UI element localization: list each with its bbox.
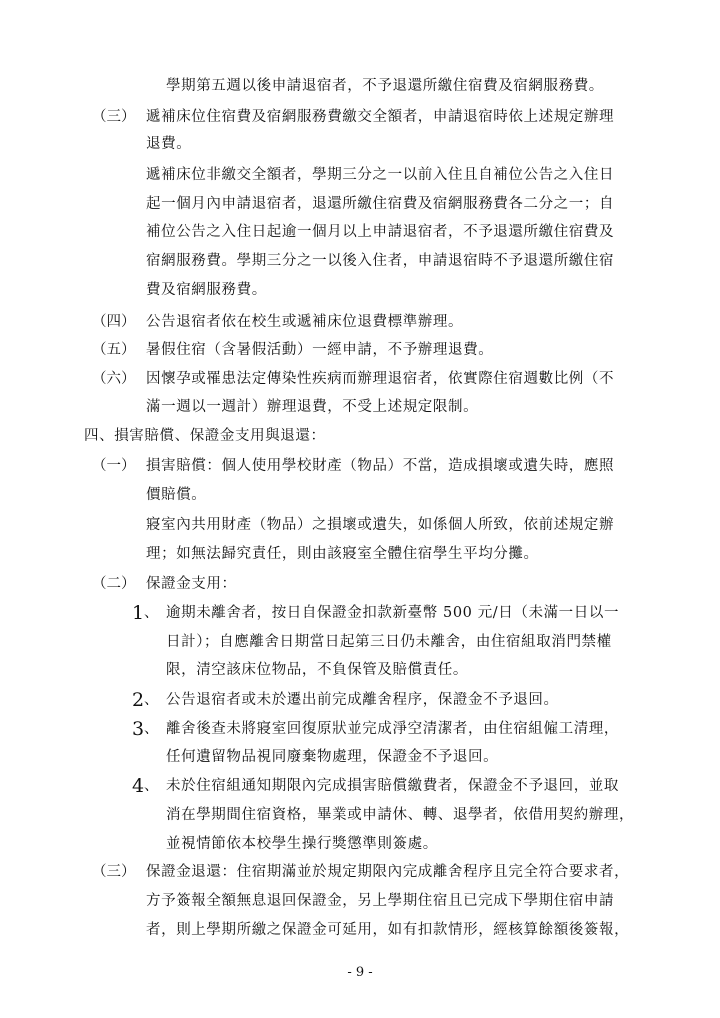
text-line: 理；如無法歸究責任，則由該寢室全體住宿學生平均分攤。 [146, 546, 539, 562]
item-marker: （四） [92, 314, 136, 330]
text-line: 未於住宿組通知期限內完成損害賠償繳費者，保證金不予退回，並取 [166, 778, 619, 794]
list-number: 1 [132, 602, 145, 624]
text-line: 補位公告之入住日起逾一個月以上申請退宿者，不予退還所繳住宿費及 [146, 224, 615, 240]
list-separator: 、 [144, 692, 159, 708]
item-marker: （五） [92, 342, 136, 358]
text-line: 遞補床位住宿費及宿網服務費繳交全額者，申請退宿時依上述規定辦理 [146, 109, 615, 125]
text-line: 方予簽報全額無息退回保證金，另上學期住宿且已完成下學期住宿申請 [146, 893, 615, 909]
text-line: 保證金支用： [146, 576, 237, 592]
text-line: 損害賠償：個人使用學校財產（物品）不當，造成損壞或遺失時，應照 [146, 458, 615, 474]
item-marker: （一） [92, 458, 136, 474]
text-line: 宿網服務費。學期三分之一以後入住者，申請退宿時不予退還所繳住宿 [146, 253, 615, 269]
text-line: 限，清空該床位物品，不負保管及賠償責任。 [166, 662, 468, 678]
text-line: 費及宿網服務費。 [146, 282, 267, 298]
text-line: 退費。 [146, 136, 192, 152]
page-number: - 9 - [347, 965, 373, 980]
text-line: 者，則上學期所繳之保證金可延用，如有扣款情形，經核算餘額後簽報， [146, 922, 630, 938]
text-line: 離舍後查未將寢室回復原狀並完成淨空清潔者，由住宿組僱工清理， [166, 721, 619, 737]
item-marker: （二） [92, 576, 136, 592]
list-separator: 、 [144, 605, 159, 621]
text-line: 起一個月內申請退宿者，退還所繳住宿費及宿網服務費各二分之一；自 [146, 196, 615, 212]
text-line: 並視情節依本校學生操行獎懲準則簽處。 [166, 836, 438, 852]
text-line: 公告退宿者或未於遷出前完成離舍程序，保證金不予退回。 [166, 692, 559, 708]
text-line: 消在學期間住宿資格，畢業或申請休、轉、退學者，依借用契約辦理， [166, 807, 635, 823]
list-number: 2 [132, 689, 145, 711]
list-number: 4 [132, 775, 145, 797]
text-line: 價賠償。 [146, 487, 207, 503]
text-line: 逾期未離舍者，按日自保證金扣款新臺幣 500 元/日（未滿一日以一 [166, 605, 620, 621]
text-line: 遞補床位非繳交全額者，學期三分之一以前入住且自補位公告之入住日 [146, 167, 615, 183]
text-line: 保證金退還：住宿期滿並於規定期限內完成離舍程序且完全符合要求者， [146, 864, 630, 880]
item-marker: （三） [92, 109, 136, 125]
text-line: 暑假住宿（含暑假活動）一經申請，不予辦理退費。 [146, 342, 494, 358]
text-line: 寢室內共用財產（物品）之損壞或遺失，如係個人所致，依前述規定辦 [146, 517, 615, 533]
list-number: 3 [132, 718, 145, 740]
text-line: 公告退宿者依在校生或遞補床位退費標準辦理。 [146, 314, 464, 330]
text-line: 滿一週以一週計）辦理退費，不受上述規定限制。 [146, 399, 479, 415]
text-line: 因懷孕或罹患法定傳染性疾病而辦理退宿者，依實際住宿週數比例（不 [146, 371, 615, 387]
list-separator: 、 [144, 721, 159, 737]
item-marker: （三） [92, 864, 136, 880]
text-line: 日計）；自應離舍日期當日起第三日仍未離舍，由住宿組取消門禁權 [166, 634, 612, 650]
list-separator: 、 [144, 778, 159, 794]
item-marker: （六） [92, 371, 136, 387]
section-heading: 四、損害賠償、保證金支用與退還： [84, 428, 326, 444]
text-line: 任何遺留物品視同廢棄物處理，保證金不予退回。 [166, 749, 499, 765]
text-line: 學期第五週以後申請退宿者，不予退還所繳住宿費及宿網服務費。 [166, 78, 604, 94]
